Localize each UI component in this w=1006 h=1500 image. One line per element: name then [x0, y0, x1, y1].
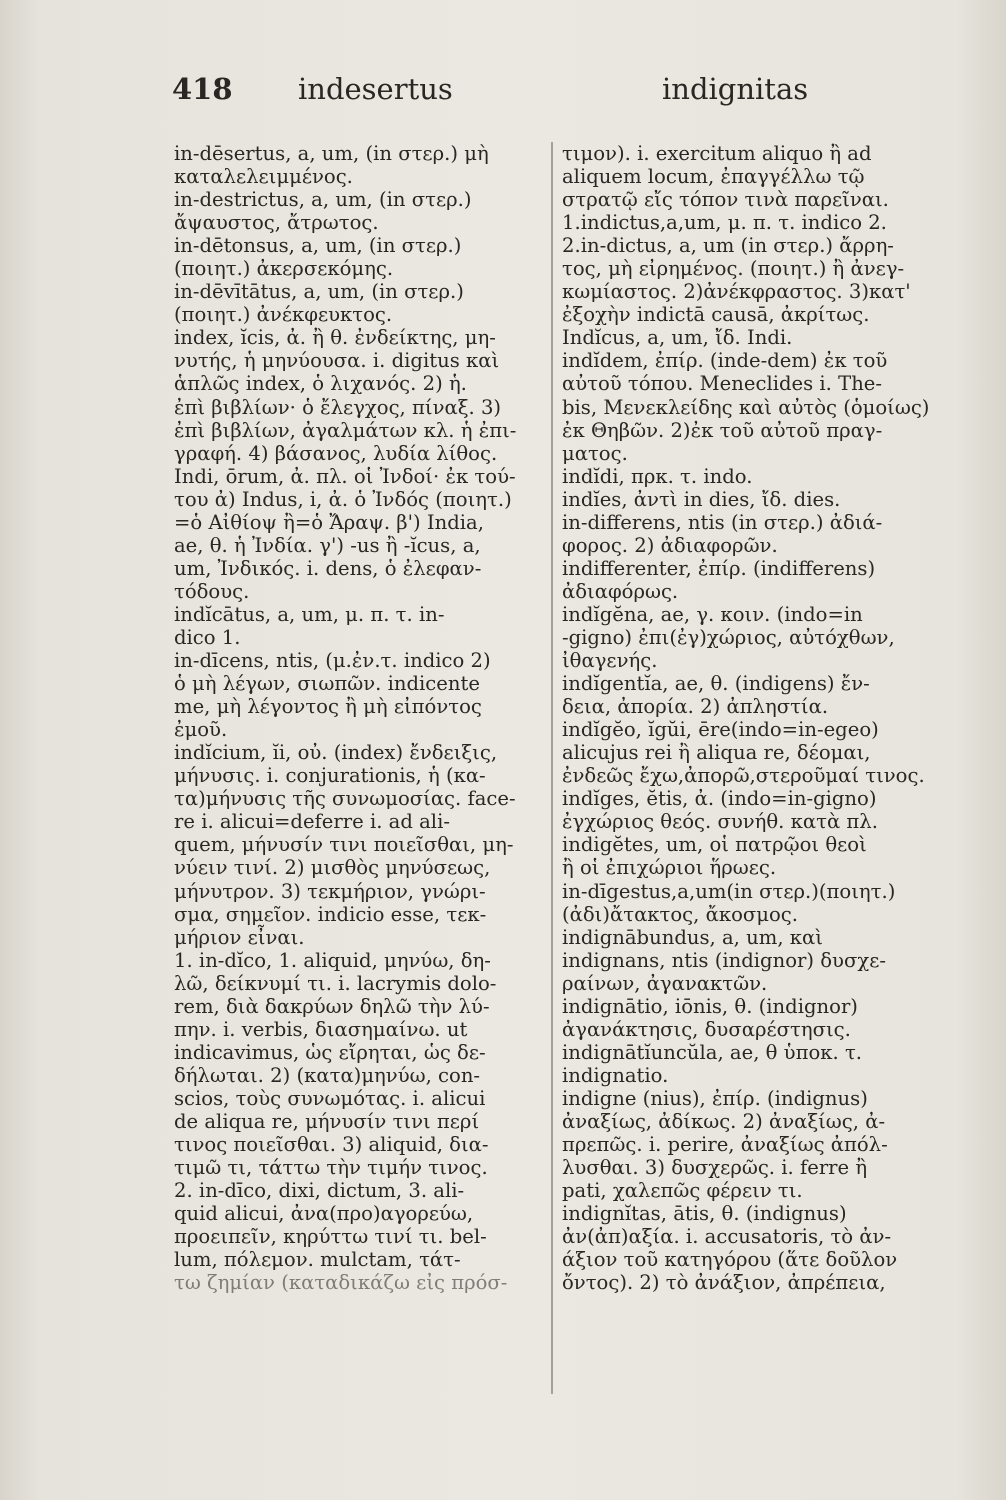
entry-line: 2. in-dīco, dixi, dictum, 3. ali- [174, 1179, 465, 1203]
entry-line: indĭgĕna, ae, γ. κοιν. (indo=in [562, 602, 863, 626]
entry-line: ἐκ Θηβῶν. 2)ἐκ τοῦ αὐτοῦ πραγ- [562, 418, 883, 442]
entry-line: indignans, ntis (indignor) δυσχε- [562, 948, 886, 972]
entry-line: δεια, ἀπορία. 2) ἀπληστία. [562, 695, 829, 719]
entry-line: ραίνων, ἀγανακτῶν. [562, 971, 768, 995]
entry-line: me, μὴ λέγοντος ἢ μὴ εἰπόντος [174, 695, 482, 719]
entry-line: indignātio, iōnis, θ. (indignor) [562, 994, 858, 1018]
entry-line: aliquem locum, ἐπαγγέλλω τῷ [562, 165, 865, 189]
entry-line: 1.indictus,a,um, μ. π. τ. indico 2. [562, 211, 887, 235]
entry-line: in-dēvītātus, a, um, (in στερ.) [174, 280, 464, 304]
entry-line: indĭcātus, a, um, μ. π. τ. in- [174, 602, 445, 626]
entry-line: indĭges, ĕtis, ἀ. (indo=in-gigno) [562, 787, 877, 811]
column-divider [551, 142, 553, 1394]
page-number: 418 [172, 72, 233, 106]
entry-line: γραφή. 4) βάσανος, λυδία λίθος. [174, 441, 498, 465]
entry-line: ἁπλῶς index, ὁ λιχανός. 2) ἡ. [174, 372, 467, 396]
entry-line: ἐμοῦ. [174, 718, 228, 742]
header-first-word: indesertus [298, 72, 453, 106]
entry-line: ae, θ. ἡ Ἰνδία. γ') -us ἢ -ĭcus, a, [174, 533, 481, 557]
entry-line: ἰθαγενής. [562, 649, 658, 673]
entry-line: dico 1. [174, 625, 241, 649]
entry-line: Indi, ōrum, ἀ. πλ. οἱ Ἰνδοί· ἐκ τού- [174, 464, 516, 488]
entry-line: indignĭtas, ātis, θ. (indignus) [562, 1202, 847, 1226]
entry-line: lum, πόλεμον. mulctam, τάτ- [174, 1248, 461, 1272]
entry-line: indignātĭuncŭla, ae, θ ὑποκ. τ. [562, 1040, 863, 1064]
entry-line: μήνυτρον. 3) τεκμήριον, γνώρι- [174, 879, 486, 903]
entry-line: ἐπὶ βιβλίων· ὁ ἔλεγχος, πίναξ. 3) [174, 395, 502, 419]
page-header [0, 72, 1006, 122]
entry-line: νυτής, ἡ μηνύουσα. i. digitus καὶ [174, 349, 500, 373]
entry-line: τος, μὴ εἰρημένος. (ποιητ.) ἢ ἀνεγ- [562, 257, 905, 281]
entry-line: in-dētonsus, a, um, (in στερ.) [174, 234, 462, 258]
entry-line: quid alicui, ἀνα(προ)αγορεύω, [174, 1202, 474, 1226]
entry-line: indignābundus, a, um, καὶ [562, 925, 823, 949]
entry-line: quem, μήνυσίν τινι ποιεῖσθαι, μη- [174, 833, 514, 857]
entry-line: (ἀδι)ἄτακτος, ἄκοσμος. [562, 902, 798, 926]
entry-line: του ἀ) Indus, i, ἀ. ὁ Ἰνδός (ποιητ.) [174, 487, 512, 511]
entry-line: indigne (nius), ἐπίρ. (indignus) [562, 1086, 868, 1110]
right-column [562, 142, 964, 1294]
entry-line: φορος. 2) ἀδιαφορῶν. [562, 533, 778, 557]
entry-line: πην. i. verbis, διασημαίνω. ut [174, 1017, 468, 1041]
entry-line: δήλωται. 2) (κατα)μηνύω, con- [174, 1063, 481, 1087]
entry-line: λυσθαι. 3) δυσχερῶς. i. ferre ἢ [562, 1156, 868, 1180]
entry-line: indifferenter, ἐπίρ. (indifferens) [562, 556, 876, 580]
entry-line: (ποιητ.) ἀκερσεκόμης. [174, 257, 394, 281]
entry-line: =ὁ Αἰθίοψ ἢ=ὁ Ἄραψ. β') India, [174, 510, 484, 534]
entry-line: indĭgentĭa, ae, θ. (indigens) ἔν- [562, 672, 870, 696]
entry-line: indignatio. [562, 1063, 669, 1087]
entry-line: ἀδιαφόρως. [562, 579, 679, 603]
entry-line: 2.in-dictus, a, um (in στερ.) ἄρρη- [562, 234, 894, 258]
entry-line: indĭdem, ἐπίρ. (inde-dem) ἐκ τοῦ [562, 349, 888, 373]
entry-line: in-dēsertus, a, um, (in στερ.) μὴ [174, 142, 489, 165]
entry-line: ὁ μὴ λέγων, σιωπῶν. indicente [174, 672, 480, 696]
entry-line: τιμῶ τι, τάττω τὴν τιμήν τινος. [174, 1156, 488, 1180]
entry-line: ἄψαυστος, ἄτρωτος. [174, 211, 379, 235]
entry-line: μήνυσις. i. conjurationis, ἡ (κα- [174, 764, 486, 788]
entry-line: scios, τοὺς συνωμότας. i. alicui [174, 1086, 486, 1110]
entry-line: re i. alicui=deferre i. ad ali- [174, 810, 450, 834]
entry-line: νύειν τινί. 2) μισθὸς μηνύσεως, [174, 856, 491, 880]
entry-line: ἀν(ἀπ)αξία. i. accusatoris, τὸ ἀν- [562, 1225, 892, 1249]
left-column [174, 142, 546, 1294]
entry-line: ἐπὶ βιβλίων, ἀγαλμάτων κλ. ἡ ἐπι- [174, 418, 517, 442]
entry-line: alicujus rei ἢ aliqua re, δέομαι, [562, 741, 871, 765]
entry-line: indĭcium, ĭi, οὐ. (index) ἔνδειξις, [174, 741, 498, 765]
entry-line: τόδους. [174, 579, 250, 603]
entry-line: ἐξοχὴν indictā causā, ἀκρίτως. [562, 303, 870, 327]
entry-line: rem, διὰ δακρύων δηλῶ τὴν λύ- [174, 994, 490, 1018]
entry-line: ἐνδεῶς ἔχω,ἀπορῶ,στεροῦμαί τινος. [562, 764, 925, 788]
entry-line: μήριον εἶναι. [174, 925, 305, 949]
entry-line: indĭdi, πρκ. τ. indo. [562, 464, 753, 488]
entry-line: τινος ποιεῖσθαι. 3) aliquid, δια- [174, 1133, 489, 1157]
entry-line: in-dīcens, ntis, (μ.ἐν.τ. indico 2) [174, 649, 491, 673]
entry-line: indicavimus, ὡς εἴρηται, ὡς δε- [174, 1040, 486, 1064]
entry-line: ἀγανάκτησις, δυσαρέστησις. [562, 1017, 851, 1041]
entry-line: λῶ, δείκνυμί τι. i. lacrymis dolo- [174, 971, 497, 995]
entry-line: σμα, σημεῖον. indicio esse, τεκ- [174, 902, 487, 926]
entry-line: Indĭcus, a, um, ἴδ. Indi. [562, 326, 793, 350]
entry-line: bis, Μενεκλείδης καὶ αὐτὸς (ὁμοίως) [562, 395, 930, 419]
entry-line: τω ζημίαν (καταδικάζω εἰς πρόσ- [174, 1271, 508, 1295]
entry-line: index, ĭcis, ἀ. ἢ θ. ἐνδείκτης, μη- [174, 326, 496, 350]
entry-line: ματος. [562, 441, 628, 465]
entry-line: indĭgĕo, ĭgŭi, ēre(indo=in-egeo) [562, 718, 879, 742]
entry-line: um, Ἰνδικός. i. dens, ὁ ἐλεφαν- [174, 556, 482, 580]
entry-line: καταλελειμμένος. [174, 165, 353, 189]
entry-line: τιμον). i. exercitum aliquo ἢ ad [562, 142, 872, 165]
entry-line: ἢ οἱ ἐπιχώριοι ἥρωες. [562, 856, 777, 880]
entry-line: ὄντος). 2) τὸ ἀνάξιον, ἀπρέπεια, [562, 1271, 886, 1295]
entry-line: ἀναξίως, ἀδίκως. 2) ἀναξίως, ἀ- [562, 1109, 886, 1133]
header-last-word: indignitas [662, 72, 809, 106]
entry-line: ἐγχώριος θεός. συνήθ. κατὰ πλ. [562, 810, 878, 834]
entry-line: άξιον τοῦ κατηγόρου (ἅτε δοῦλον [562, 1248, 898, 1272]
entry-line: τα)μήνυσις τῆς συνωμοσίας. face- [174, 787, 516, 811]
entry-line: 1. in-dĭco, 1. aliquid, μηνύω, δη- [174, 948, 491, 972]
entry-line: στρατῷ εἴς τόπον τινὰ παρεῖναι. [562, 188, 889, 212]
entry-line: in-destrictus, a, um, (in στερ.) [174, 188, 472, 212]
entry-line: in-dīgestus,a,um(in στερ.)(ποιητ.) [562, 879, 896, 903]
entry-line: in-differens, ntis (in στερ.) ἀδιά- [562, 510, 883, 534]
entry-line: (ποιητ.) ἀνέκφευκτος. [174, 303, 393, 327]
entry-line: κωμίαστος. 2)ἀνέκφραστος. 3)κατ' [562, 280, 911, 304]
entry-line: pati, χαλεπῶς φέρειν τι. [562, 1179, 803, 1203]
entry-line: indĭes, ἀντὶ in dies, ἴδ. dies. [562, 487, 841, 511]
entry-line: πρεπῶς. i. perire, ἀναξίως ἀπόλ- [562, 1133, 888, 1157]
entry-line: -gigno) ἐπι(ἐγ)χώριος, αὐτόχθων, [562, 625, 895, 649]
entry-line: indigĕtes, um, οἱ πατρῷοι θεοὶ [562, 833, 867, 857]
entry-line: de aliqua re, μήνυσίν τινι περί [174, 1109, 480, 1133]
entry-line: αὐτοῦ τόπου. Meneclides i. The- [562, 372, 883, 396]
entry-line: προειπεῖν, κηρύττω τινί τι. bel- [174, 1225, 487, 1249]
